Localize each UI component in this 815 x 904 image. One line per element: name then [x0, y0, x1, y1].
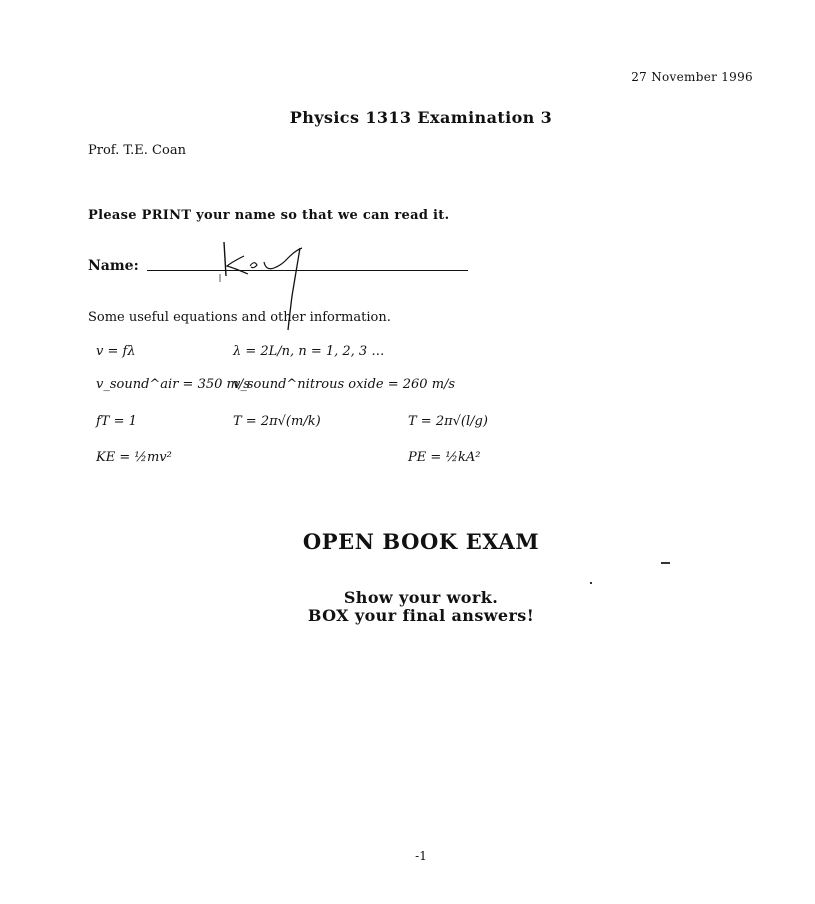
exam-date: 27 November 1996 — [631, 70, 753, 84]
equation-wave-speed — [96, 344, 136, 359]
equation-text: v_sound^nitrous oxide = 260 m/s — [233, 377, 456, 392]
scan-speck — [590, 582, 592, 584]
equation-pendulum-period — [408, 414, 488, 429]
equation-sound-speed-air — [96, 377, 250, 392]
scan-speck — [661, 562, 670, 564]
box-answers-text: BOX your final answers! — [307, 606, 535, 625]
page-number: -1 — [415, 849, 427, 863]
exam-title: Physics 1313 Examination 3 — [289, 108, 553, 127]
equation-text: v_sound^air = 350 m/s — [96, 377, 250, 392]
equation-kinetic-energy — [96, 450, 172, 465]
equation-text: T = 2π√(m/k) — [233, 414, 321, 429]
open-book-notice: OPEN BOOK EXAM — [302, 529, 540, 554]
show-work-text: Show your work. — [343, 588, 499, 607]
name-label: Name: — [88, 258, 139, 274]
equation-text: fT = 1 — [96, 414, 137, 429]
professor-name: Prof. T.E. Coan — [88, 143, 186, 158]
equation-text: T = 2π√(l/g) — [408, 414, 488, 429]
equation-potential-energy — [408, 450, 480, 465]
equation-text: KE = ½mv² — [96, 450, 172, 465]
equation-sound-speed-nitrous — [233, 377, 455, 392]
equation-text: PE = ½kA² — [408, 450, 481, 465]
equation-text: λ = 2L/n, n = 1, 2, 3 … — [233, 344, 385, 359]
equation-spring-period — [233, 414, 321, 429]
equation-wavelength — [233, 344, 384, 359]
print-name-instruction: Please PRINT your name so that we can read it. — [88, 208, 450, 223]
equations-intro: Some useful equations and other information. — [88, 310, 391, 325]
work-instructions — [0, 589, 815, 625]
equation-text: v = fλ — [96, 344, 136, 359]
equation-frequency-period — [96, 414, 137, 429]
